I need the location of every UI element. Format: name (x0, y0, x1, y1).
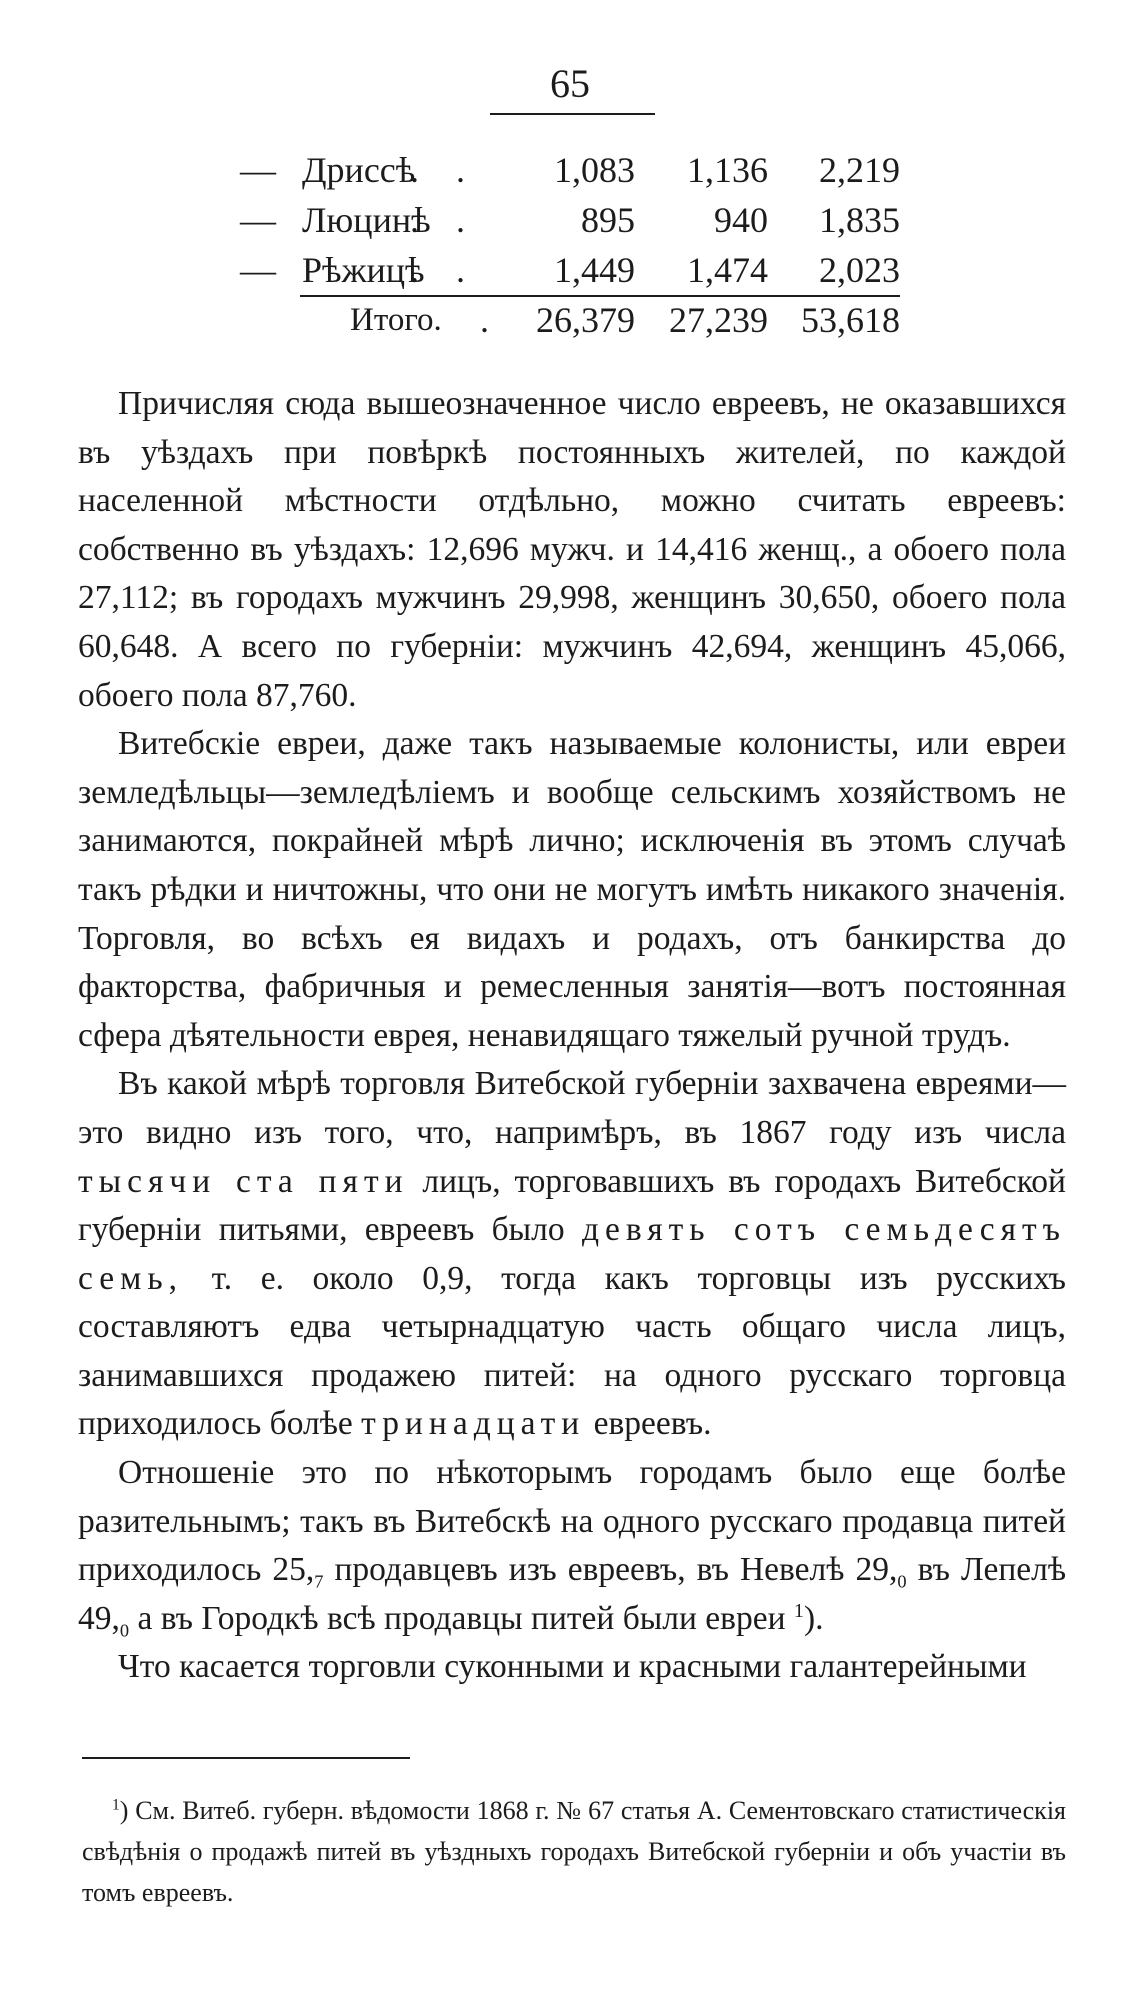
footnote (82, 1790, 1066, 1913)
row-place: Дриссѣ (302, 150, 416, 190)
spaced-text: тысячи ста пяти (78, 1162, 409, 1200)
paragraph (78, 1449, 1066, 1643)
table-row (240, 195, 900, 245)
paragraph-text: а въ Городкѣ всѣ продавцы питей были евреи (137, 1599, 786, 1637)
spaced-text: тринадцати (361, 1405, 586, 1443)
total-dots: . (480, 300, 503, 340)
row-men: 1,083 (554, 150, 635, 190)
row-men: 1,449 (554, 250, 635, 290)
row-both: 2,219 (819, 150, 900, 190)
row-dash: — (240, 150, 276, 190)
page-number-rule (490, 113, 655, 115)
row-dash: — (240, 200, 276, 240)
total-label: Итого. (350, 302, 442, 338)
paragraph-text: продавцевъ изъ евреевъ, въ Невелѣ 29, (334, 1551, 898, 1589)
row-dash: — (240, 250, 276, 290)
row-dots: . . (410, 150, 479, 190)
spaced-text: девять сотъ семьдесятъ семь, (78, 1211, 1067, 1297)
table-row (240, 145, 900, 195)
paragraph-text: Витебскіе евреи, даже такъ называемые колонисты, или евреи земледѣльцы—земледѣліемъ и вообще сельскимъ хозяйствомъ не занимаются, покрайней мѣрѣ лично; исключенія въ этомъ случаѣ такъ рѣдки и ничтожны, что они не могутъ имѣть никакого значенія. Торговля, во всѣхъ ея видахъ и родахъ, отъ банкирства до факторства, фабричныя и ремесленныя занятія—вотъ постоянная сфера дѣятельности еврея, ненавидящаго тяжелый ручной трудъ. (78, 725, 1066, 1054)
footnote-mark: 1 (112, 1796, 120, 1814)
page-number: 65 (550, 61, 590, 106)
footnote-rule (82, 1757, 410, 1759)
row-both: 2,023 (819, 250, 900, 290)
paragraph-text: ). (803, 1599, 824, 1637)
total-both: 53,618 (801, 300, 900, 340)
row-dots: . . (410, 250, 479, 290)
total-women: 27,239 (669, 300, 768, 340)
paragraph (78, 720, 1066, 1060)
row-women: 940 (714, 200, 768, 240)
paragraph-text: евреевъ. (593, 1405, 712, 1443)
paragraph-text: Отношеніе это по нѣкоторымъ городамъ было еще болѣе разительнымъ; такъ въ Витебскѣ на одного русскаго продавца питей приходилось 25, (78, 1454, 1066, 1589)
total-men: 26,379 (536, 300, 635, 340)
subscript: 7 (314, 1571, 324, 1592)
paragraph: Причисляя сюда вышеозначенное число евреевъ, не оказавшихся въ уѣздахъ при повѣркѣ постоянныхъ жителей, по каждой населенной мѣстности отдѣльно, можно считать евреевъ: собственно въ уѣздахъ: 12,696 мужч. и 14,416 женщ., а обоего пола 27,112; въ городахъ мужчинъ 29,998, женщинъ 30,650, обоего пола 60,648. А всего по губерніи: мужчинъ 42,694, женщинъ 45,066, обоего пола 87,760. (78, 385, 1066, 714)
footnote-text: См. Витеб. губерн. вѣдомости 1868 г. № 67 статья А. Сементовскаго статистическія свѣдѣнія о продажѣ питей въ уѣздныхъ городахъ Витебской губерніи и объ участіи въ томъ евреевъ. (82, 1796, 1066, 1907)
footnote-reference[interactable]: 1 (793, 1599, 804, 1622)
paragraph-text: Въ какой мѣрѣ торговля Витебской губерніи захвачена евреями—это видно изъ того, что, напримѣръ, въ 1867 году изъ числа (78, 1065, 1066, 1151)
paragraph (78, 1060, 1066, 1449)
total-row (240, 295, 900, 345)
statistics-table (240, 145, 900, 345)
paragraph-text: лицъ, торговавшихъ въ городахъ Витебской губерніи питьями, евреевъ было (78, 1162, 1066, 1249)
row-place: Рѣжицѣ (302, 250, 425, 290)
row-men: 895 (581, 200, 635, 240)
row-both: 1,835 (819, 200, 900, 240)
row-women: 1,136 (687, 150, 768, 190)
subscript: 0 (119, 1620, 130, 1641)
row-dots: . . (410, 200, 479, 240)
footnote-close: ) (119, 1796, 129, 1825)
row-women: 1,474 (687, 250, 768, 290)
paragraph-text: въ Лепелѣ 49, (78, 1551, 1067, 1637)
subscript: 0 (897, 1571, 907, 1592)
paragraph-text: т. е. около 0,9, тогда какъ торговцы изъ русскихъ составляютъ едва четырнадцатую часть общаго числа лицъ, занимавшихся продажею питей: на одного русскаго торговца приходилось болѣе (78, 1259, 1067, 1443)
table-row (240, 245, 900, 295)
paragraph: Что касается торговли суконными и красными галантерейными (118, 1648, 1027, 1686)
body-text (78, 380, 1066, 1692)
row-place: Люцинѣ (302, 200, 431, 240)
